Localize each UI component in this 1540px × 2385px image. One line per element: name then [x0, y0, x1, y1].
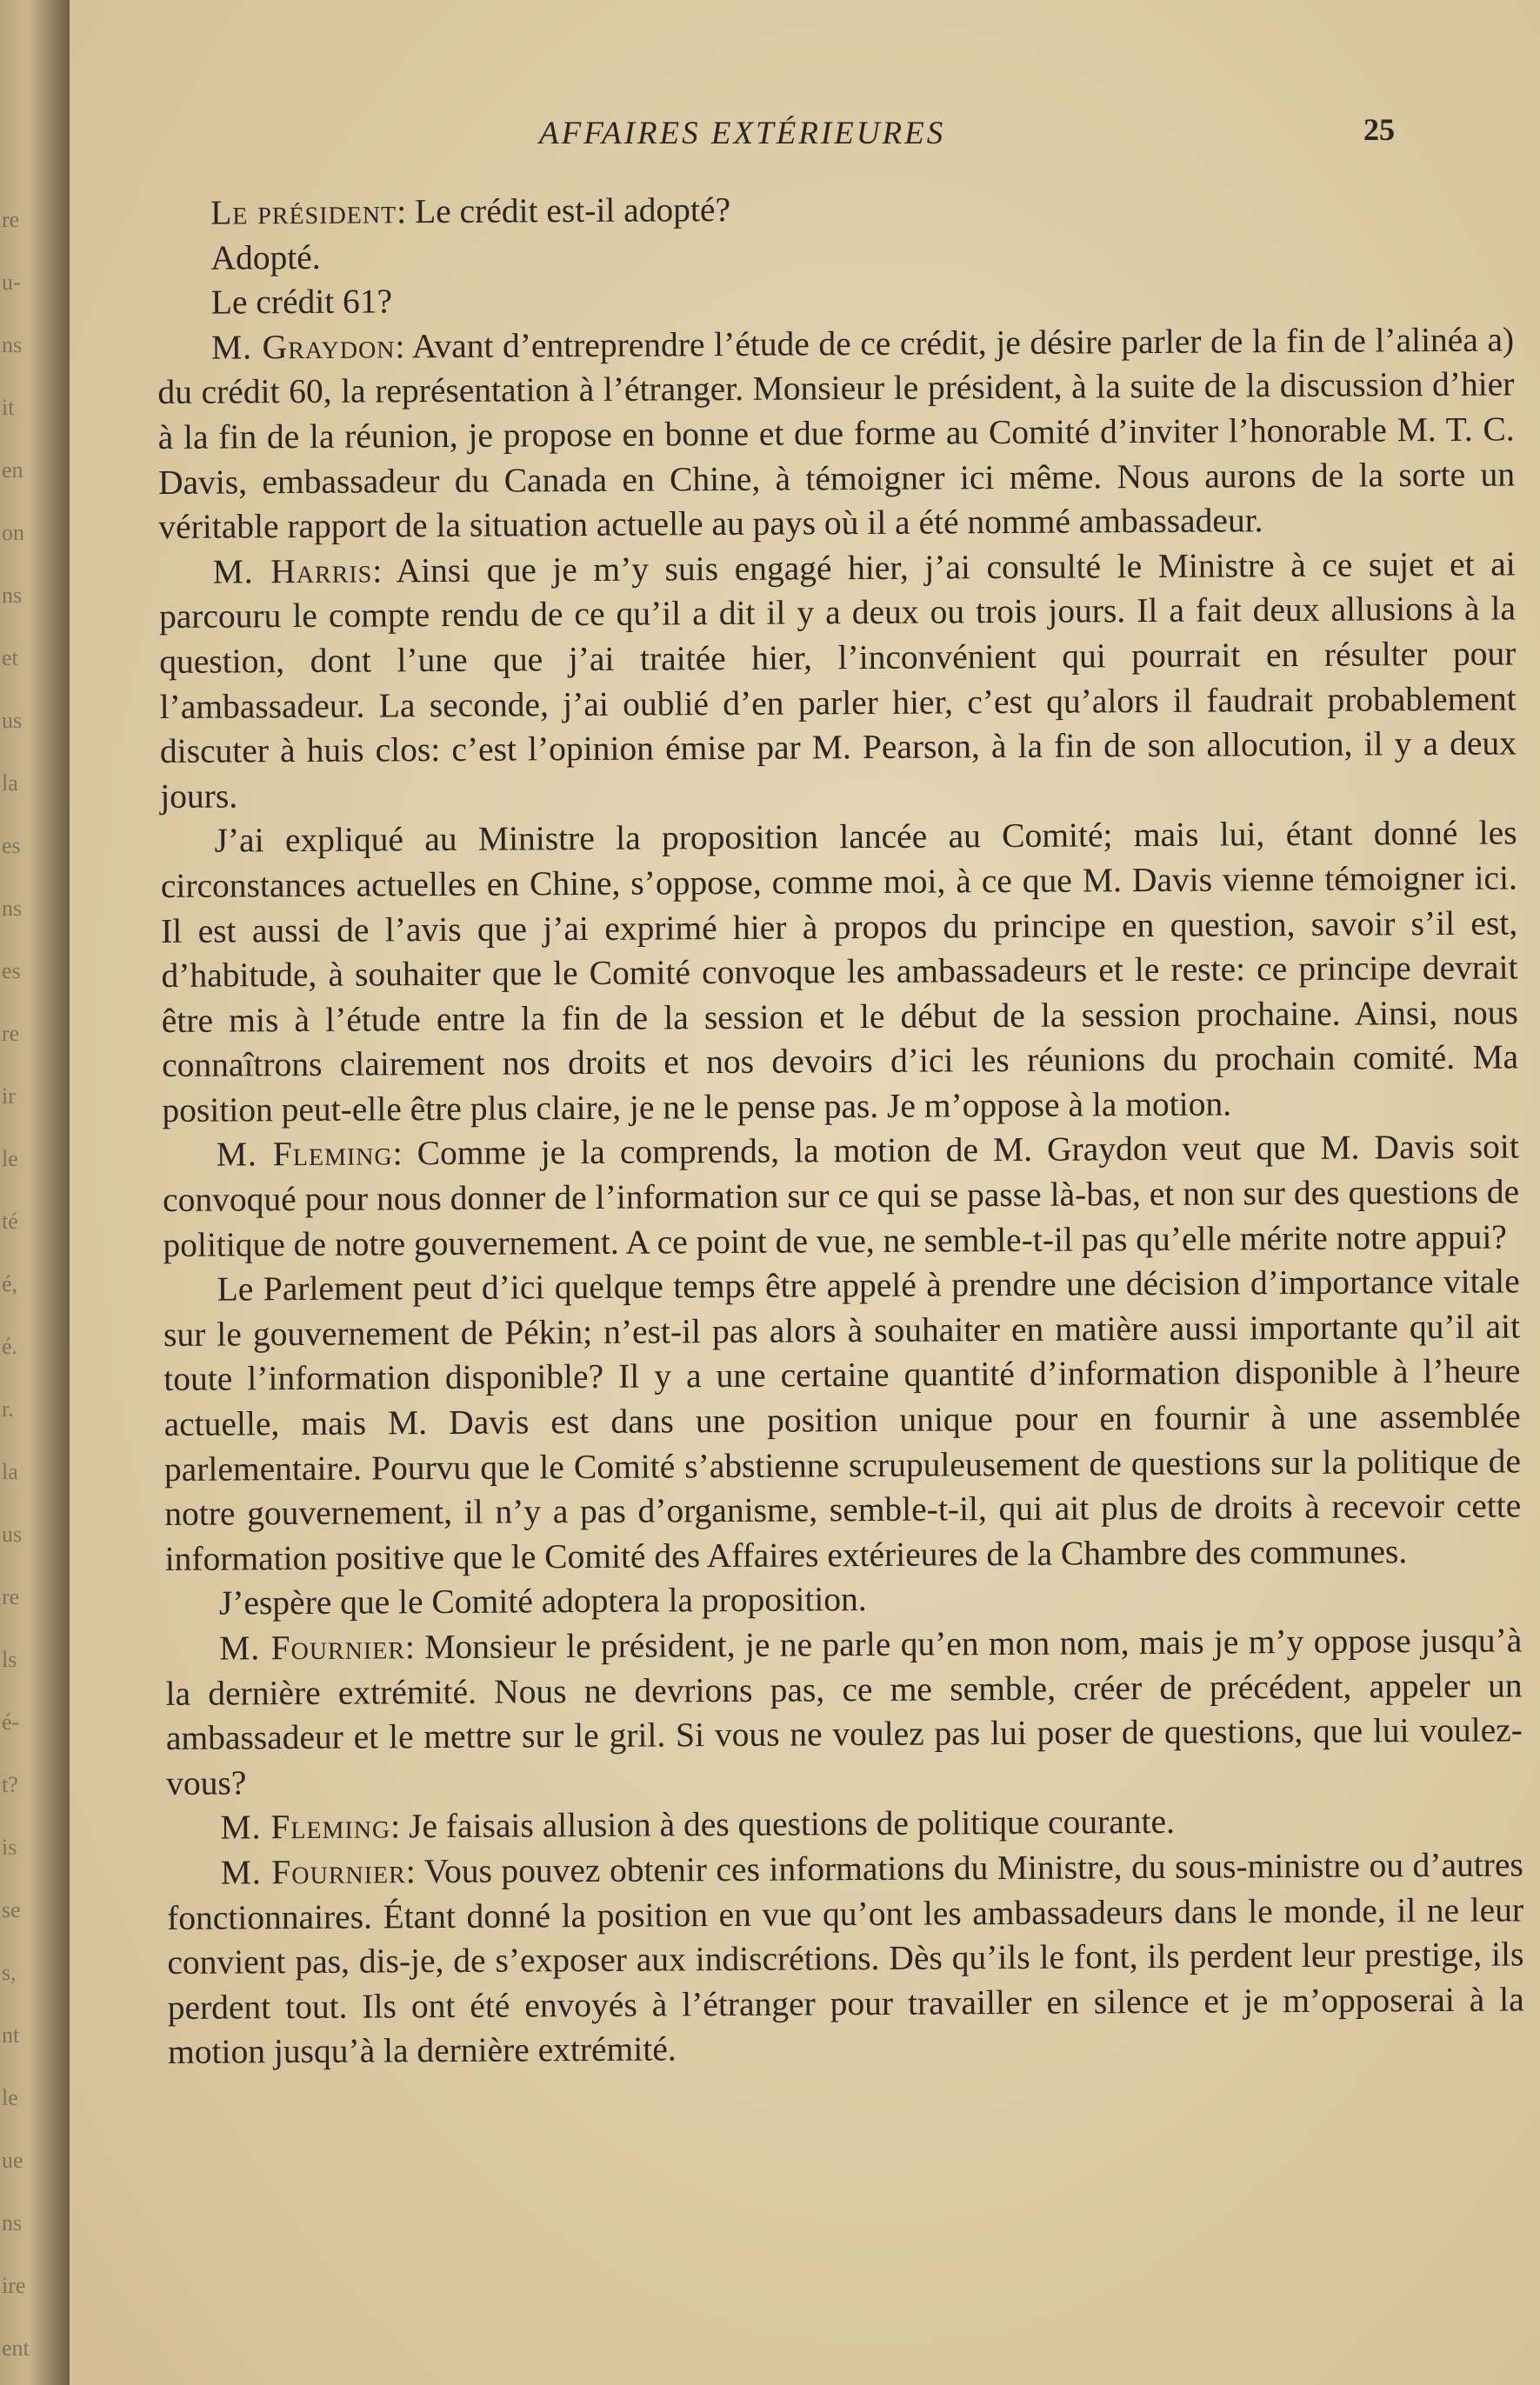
paragraph-8: [163, 1260, 1522, 1582]
paragraph-text: Je faisais allusion à des questions de politique courante.: [408, 1802, 1176, 1846]
page-number: 25: [1363, 112, 1395, 147]
facing-page-margin-fragments: [0, 0, 33, 2385]
page: [70, 0, 1540, 2385]
speaker-label: M. Fleming: [220, 1807, 391, 1847]
margin-fragment: ls: [2, 1647, 17, 1672]
margin-fragment: é-: [2, 1709, 20, 1735]
margin-fragment: t?: [2, 1772, 18, 1797]
speaker-label: Le président: [210, 192, 397, 232]
paragraph-text: Adopté.: [210, 237, 321, 277]
margin-fragment: ns: [2, 583, 23, 608]
margin-fragment: re: [2, 1584, 20, 1609]
paragraph-text: J’ai expliqué au Ministre la proposition lancée au Comité; mais lui, étant donné les circonstances actuelles en Chine, s’oppose, comme moi, à ce que M. Davis vienne témoigner ici. Il est aussi de l’avis que j’ai exprimé hier à propos du principe en question, savoir s’il est, d’habitude, à souhaiter que le Comité convoque les ambassadeurs et le reste: ce principe devrait être mis à l’étude entre la fin de la session et le début de la session prochaine. Ainsi, nous connaîtrons clairement nos droits et nos devoirs d’ici les réunions du prochain comité. Ma position peut-elle être plus claire, je ne le pense pas. Je m’oppose à la motion.: [160, 813, 1519, 1129]
paragraph-text: Le crédit est-il adopté?: [414, 190, 731, 231]
margin-fragment: la: [2, 1459, 18, 1484]
paragraph-11: M. Fleming: Je faisais allusion à des questions de politique courante.: [220, 1802, 1176, 1847]
margin-fragment: s,: [2, 1960, 17, 1985]
running-head: AFFAIRES EXTÉRIEURES: [539, 116, 946, 151]
margin-fragment: té: [2, 1209, 18, 1234]
paragraph-3: [157, 273, 1514, 326]
paragraph-7: M. Fleming: Comme je la comprends, la motion de M. Graydon veut que M. Davis soit convoqué pour nous donner de l’information sur ce qui se passe là-bas, et non sur des questions de politique de notre gouvernement. A ce point de vue, ne semble-t-il pas qu’elle mérite notre appui?: [162, 1127, 1520, 1264]
margin-fragment: us: [2, 708, 23, 733]
margin-fragment: is: [2, 1835, 17, 1860]
margin-fragment: ue: [2, 2148, 23, 2173]
margin-fragment: ns: [2, 2210, 23, 2235]
speaker-label: M. Graydon: [210, 327, 396, 367]
margin-fragment: u-: [2, 270, 21, 295]
speaker-label: M. Harris: [212, 551, 373, 591]
margin-fragment: ent: [2, 2335, 30, 2361]
margin-fragment: ire: [2, 2273, 26, 2298]
margin-fragment: re: [2, 207, 20, 232]
margin-fragment: é,: [2, 1271, 18, 1296]
margin-fragment: ns: [2, 332, 23, 357]
paragraph-9: [165, 1574, 1522, 1627]
margin-fragment: it: [2, 395, 15, 420]
speaker-label: M. Fleming: [216, 1134, 393, 1175]
paragraph-text: J’espère que le Comité adoptera la proposition.: [218, 1580, 867, 1622]
margin-fragment: se: [2, 1897, 21, 1922]
margin-fragment: é.: [2, 1334, 18, 1359]
paragraph-text: Vous pouvez obtenir ces informations du Ministre, du sous-ministre ou d’autres fonctionnaires. Étant donné la position en vue qu’ont les ambassadeurs dans le monde, il ne leur convient pas, dis-je, de s’exposer aux indiscrétions. Dès qu’ils le font, ils perdent leur prestige, ils perdent tout. Ils ont été envoyés à l’étranger pour travailler en silence et je m’opposerai à la motion jusqu’à la dernière extrémité.: [166, 1845, 1524, 2072]
margin-fragment: re: [2, 1021, 20, 1046]
paragraph-10: M. Fournier: Monsieur le président, je ne parle qu’en mon nom, mais je m’y oppose jusqu’à la dernière extrémité. Nous ne devrions pas, ce me semble, créer de précédent, appeler un ambassadeur et le mettre sur le gril. Si vous ne voulez pas lui poser de questions, que lui voulez-vous?: [165, 1621, 1523, 1802]
margin-fragment: et: [2, 645, 18, 670]
margin-fragment: es: [2, 958, 21, 983]
paragraph-6: [160, 811, 1518, 1134]
margin-fragment: on: [2, 520, 24, 545]
paragraph-text: Le Parlement peut d’ici quelque temps être appelé à prendre une décision d’importance vitale sur le gouvernement de Pékin; n’est-il pas alors à souhaiter en matière aussi importante qu’il ait toute l’information disponible? Il y a une certaine quantité d’information disponible à l’heure actuelle, mais M. Davis est dans une position unique pour en fournir à une assemblée parlementaire. Pourvu que le Comité s’abstienne scrupuleusement de questions sur la politique de notre gouvernement, il n’y a pas d’organisme, semble-t-il, qui ait plus de droits à recevoir cette information positive que le Comité des Affaires extérieures de la Chambre des communes.: [163, 1262, 1522, 1578]
margin-fragment: le: [2, 2085, 18, 2110]
paragraph-text: Le crédit 61?: [210, 282, 393, 322]
paragraph-1: Le président: Le crédit est-il adopté?: [210, 190, 731, 232]
paragraph-text: Monsieur le président, je ne parle qu’en mon nom, mais je m’y oppose jusqu’à la dernière extrémité. Nous ne devrions pas, ce me semble, créer de précédent, appeler un ambassadeur et le mettre sur le gril. Si vous ne voulez pas lui poser de questions, que lui voulez-vous?: [165, 1621, 1523, 1802]
margin-fragment: es: [2, 833, 21, 858]
margin-fragment: ir: [2, 1083, 16, 1109]
paragraph-5: M. Harris: Ainsi que je m’y suis engagé hier, j’ai consulté le Ministre à ce sujet et ai parcouru le compte rendu de ce qu’il a dit il y a deux ou trois jours. Il a fait deux allusions à la question, dont l’une que j’ai traitée hier, l’inconvénient qui pourrait en résulter pour l’ambassadeur. La seconde, j’ai oublié d’en parler hier, c’est qu’alors il faudrait probablement discuter à huis clos: c’est l’opinion émise par M. Pearson, à la fin de son allocution, il y a deux jours.: [158, 544, 1517, 816]
margin-fragment: en: [2, 457, 23, 483]
body-text: [157, 183, 1524, 2075]
margin-fragment: la: [2, 770, 18, 796]
speaker-label: M. Fournier: [219, 1628, 406, 1668]
paragraph-4: M. Graydon: Avant d’entreprendre l’étude de ce crédit, je désire parler de la fin de l’alinéa a) du crédit 60, la représentation à l’étranger. Monsieur le président, à la suite de la discussion d’hier à la fin de la réunion, je propose en bonne et due forme au Comité d’inviter l’honorable M. T. C. Davis, embassadeur du Canada en Chine, à témoigner ici même. Nous aurons de la sorte un véritable rapport de la situation actuelle au pays où il a été nommé ambassadeur.: [157, 320, 1516, 547]
margin-fragment: ns: [2, 896, 23, 921]
paragraph-text: Avant d’entreprendre l’étude de ce crédit, je désire parler de la fin de l’alinéa a) du crédit 60, la représentation à l’étranger. Monsieur le président, à la suite de la discussion d’hier à la fin de la réunion, je propose en bonne et due forme au Comité d’inviter l’honorable M. T. C. Davis, embassadeur du Canada en Chine, à témoigner ici même. Nous aurons de la sorte un véritable rapport de la situation actuelle au pays où il a été nommé ambassadeur.: [157, 320, 1516, 547]
margin-fragment: r.: [2, 1396, 14, 1422]
margin-fragment: le: [2, 1146, 18, 1171]
margin-fragment: nt: [2, 2022, 20, 2048]
paragraph-12: M. Fournier: Vous pouvez obtenir ces informations du Ministre, du sous-ministre ou d’autres fonctionnaires. Étant donné la position en vue qu’ont les ambassadeurs dans le monde, il ne leur convient pas, dis-je, de s’exposer aux indiscrétions. Dès qu’ils le font, ils perdent leur prestige, ils perdent tout. Ils ont été envoyés à l’étranger pour travailler en silence et je m’opposerai à la motion jusqu’à la dernière extrémité.: [166, 1845, 1524, 2072]
margin-fragment: us: [2, 1522, 23, 1547]
paragraph-text: Ainsi que je m’y suis engagé hier, j’ai consulté le Ministre à ce sujet et ai parcouru le compte rendu de ce qu’il a dit il y a deux ou trois jours. Il a fait deux allusions à la question, dont l’une que j’ai traitée hier, l’inconvénient qui pourrait en résulter pour l’ambassadeur. La seconde, j’ai oublié d’en parler hier, c’est qu’alors il faudrait probablement discuter à huis clos: c’est l’opinion émise par M. Pearson, à la fin de son allocution, il y a deux jours.: [158, 544, 1517, 816]
speaker-label: M. Fournier: [220, 1852, 406, 1892]
paragraph-2: [157, 228, 1513, 281]
paragraph-text: Comme je la comprends, la motion de M. Graydon veut que M. Davis soit convoqué pour nous donner de l’information sur ce qui se passe là-bas, et non sur des questions de politique de notre gouvernement. A ce point de vue, ne semble-t-il pas qu’elle mérite notre appui?: [162, 1127, 1520, 1264]
